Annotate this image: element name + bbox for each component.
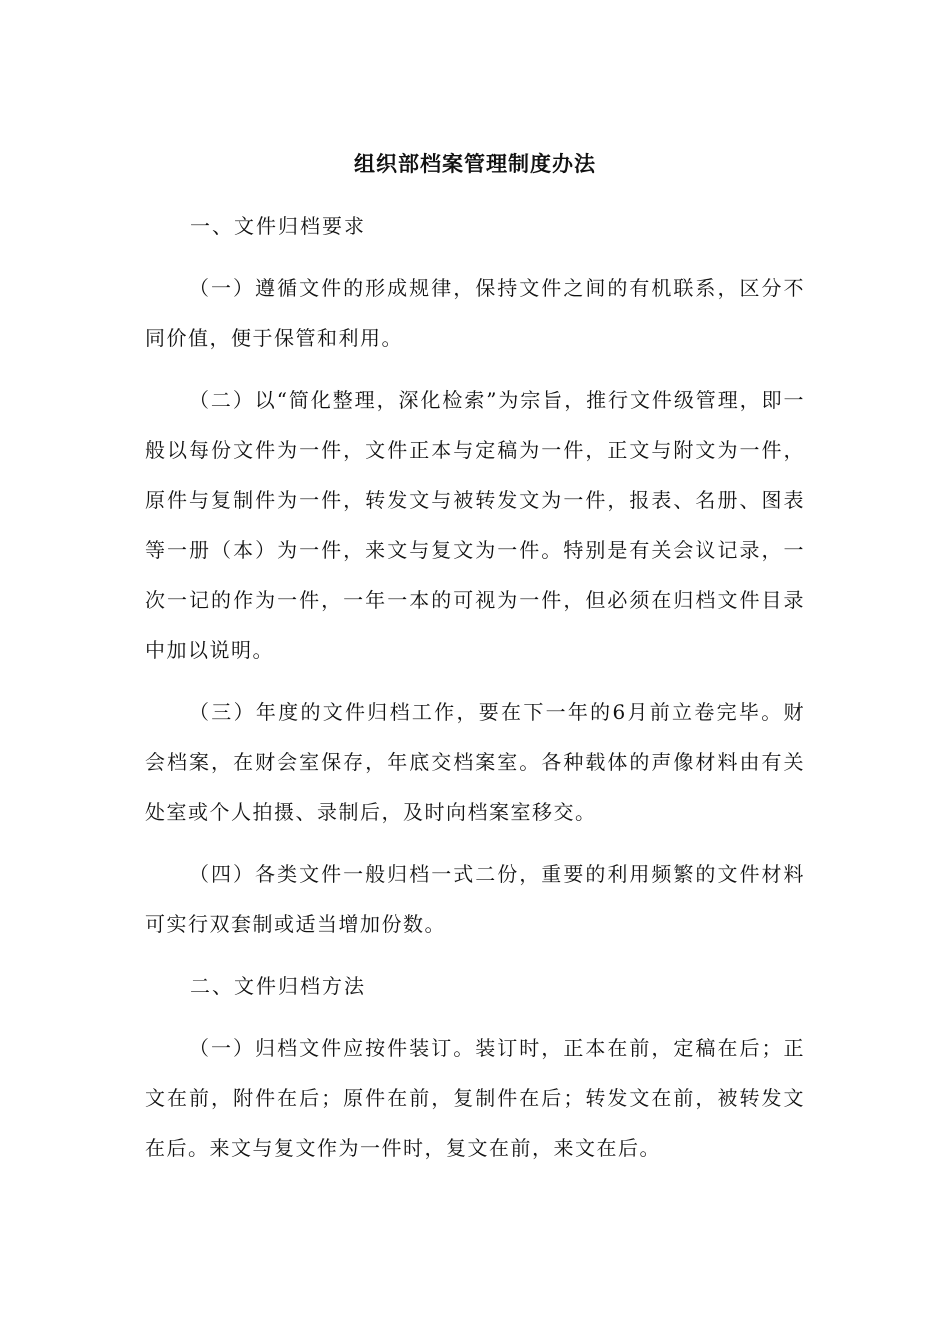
paragraph-2-1: （一）归档文件应按件装订。装订时，正本在前，定稿在后；正文在前，附件在后；原件在前，复制件在后；转发文在前，被转发文在后。来文与复文作为一件时，复文在前，来文在后。 [145, 1036, 805, 1160]
section-heading-1: 一、文件归档要求 [190, 214, 366, 238]
document-title: 组织部档案管理制度办法 [354, 151, 596, 176]
paragraph-1-4: （四）各类文件一般归档一式二份，重要的利用频繁的文件材料可实行双套制或适当增加份数。 [145, 862, 805, 936]
paragraph-1-2: （二）以“简化整理，深化检索”为宗旨，推行文件级管理，即一般以每份文件为一件，文件正本与定稿为一件，正文与附文为一件，原件与复制件为一件，转发文与被转发文为一件，报表、名册、图表等一册（本）为一件，来文与复文为一件。特别是有关会议记录，一次一记的作为一件，一年一本的可视为一件，但必须在归档文件目录中加以说明。 [145, 388, 805, 662]
paragraph-1-1: （一）遵循文件的形成规律，保持文件之间的有机联系，区分不同价值，便于保管和利用。 [145, 276, 805, 350]
section-heading-2: 二、文件归档方法 [190, 974, 366, 998]
paragraph-1-3: （三）年度的文件归档工作，要在下一年的6月前立卷完毕。财会档案，在财会室保存，年底交档案室。各种载体的声像材料由有关处室或个人拍摄、录制后，及时向档案室移交。 [145, 700, 805, 824]
